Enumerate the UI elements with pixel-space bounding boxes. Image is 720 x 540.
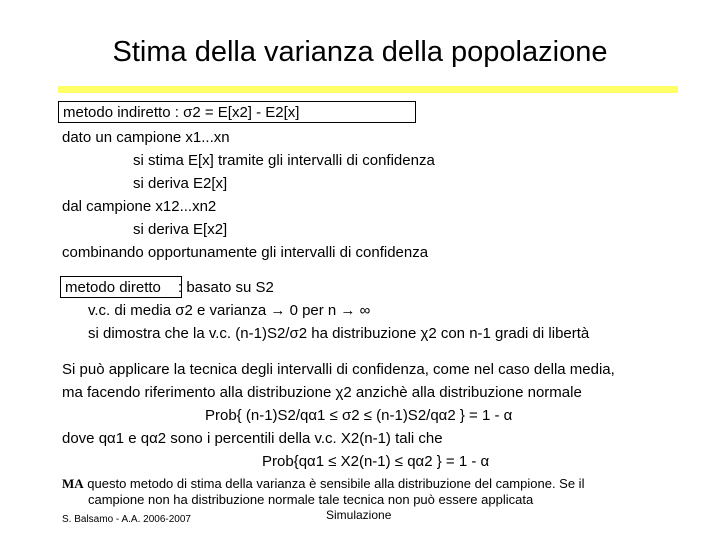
indirect-line-5: si deriva E[x2] [133, 221, 228, 238]
footer-author: S. Balsamo - A.A. 2006-2007 [62, 514, 191, 525]
indirect-formula: : σ2 = E[x2] - E2[x] [170, 104, 300, 121]
indirect-line-4: dal campione x12...xn2 [62, 198, 217, 215]
indirect-heading: metodo indiretto [63, 104, 171, 121]
footer-topic: Simulazione [326, 508, 392, 522]
indirect-method-box [58, 101, 416, 123]
direct-line-1: v.c. di media σ2 e varianza → 0 per n → ∞ [88, 302, 371, 319]
direct-method-box [60, 276, 182, 298]
direct-line-2: si dimostra che la v.c. (n-1)S2/σ2 ha distribuzione χ2 con n-1 gradi di libertà [88, 325, 590, 342]
indirect-line-2: si stima E[x] tramite gli intervalli di confidenza [133, 152, 435, 169]
para-line-1: Si può applicare la tecnica degli intervalli di confidenza, come nel caso della media, [62, 361, 615, 378]
para-line-4: dove qα1 e qα2 sono i percentili della v.c. X2(n-1) tali che [62, 430, 443, 447]
note-line-2: campione non ha distribuzione normale tale tecnica non può essere applicata [88, 492, 534, 507]
indirect-line-6: combinando opportunamente gli intervalli di confidenza [62, 244, 429, 261]
indirect-line-1: dato un campione x1...xn [62, 129, 230, 146]
direct-rest: : basato su S2 [178, 279, 274, 296]
note-line-1 [62, 476, 584, 492]
note-ma: MA [62, 476, 84, 491]
para-line-2: ma facendo riferimento alla distribuzione χ2 anzichè alla distribuzione normale [62, 384, 582, 401]
indirect-line-3: si deriva E2[x] [133, 175, 228, 192]
slide-title: Stima della varianza della popolazione [112, 36, 608, 68]
direct-heading: metodo diretto [65, 279, 161, 296]
para-line-3: Prob{ (n-1)S2/qα1 ≤ σ2 ≤ (n-1)S2/qα2 } = 1 - α [205, 407, 513, 424]
para-line-5: Prob{qα1 ≤ X2(n-1) ≤ qα2 } = 1 - α [262, 453, 490, 470]
note-text-1: questo metodo di stima della varianza è sensibile alla distribuzione del campione. Se il [83, 476, 585, 491]
title-underline [58, 86, 678, 93]
